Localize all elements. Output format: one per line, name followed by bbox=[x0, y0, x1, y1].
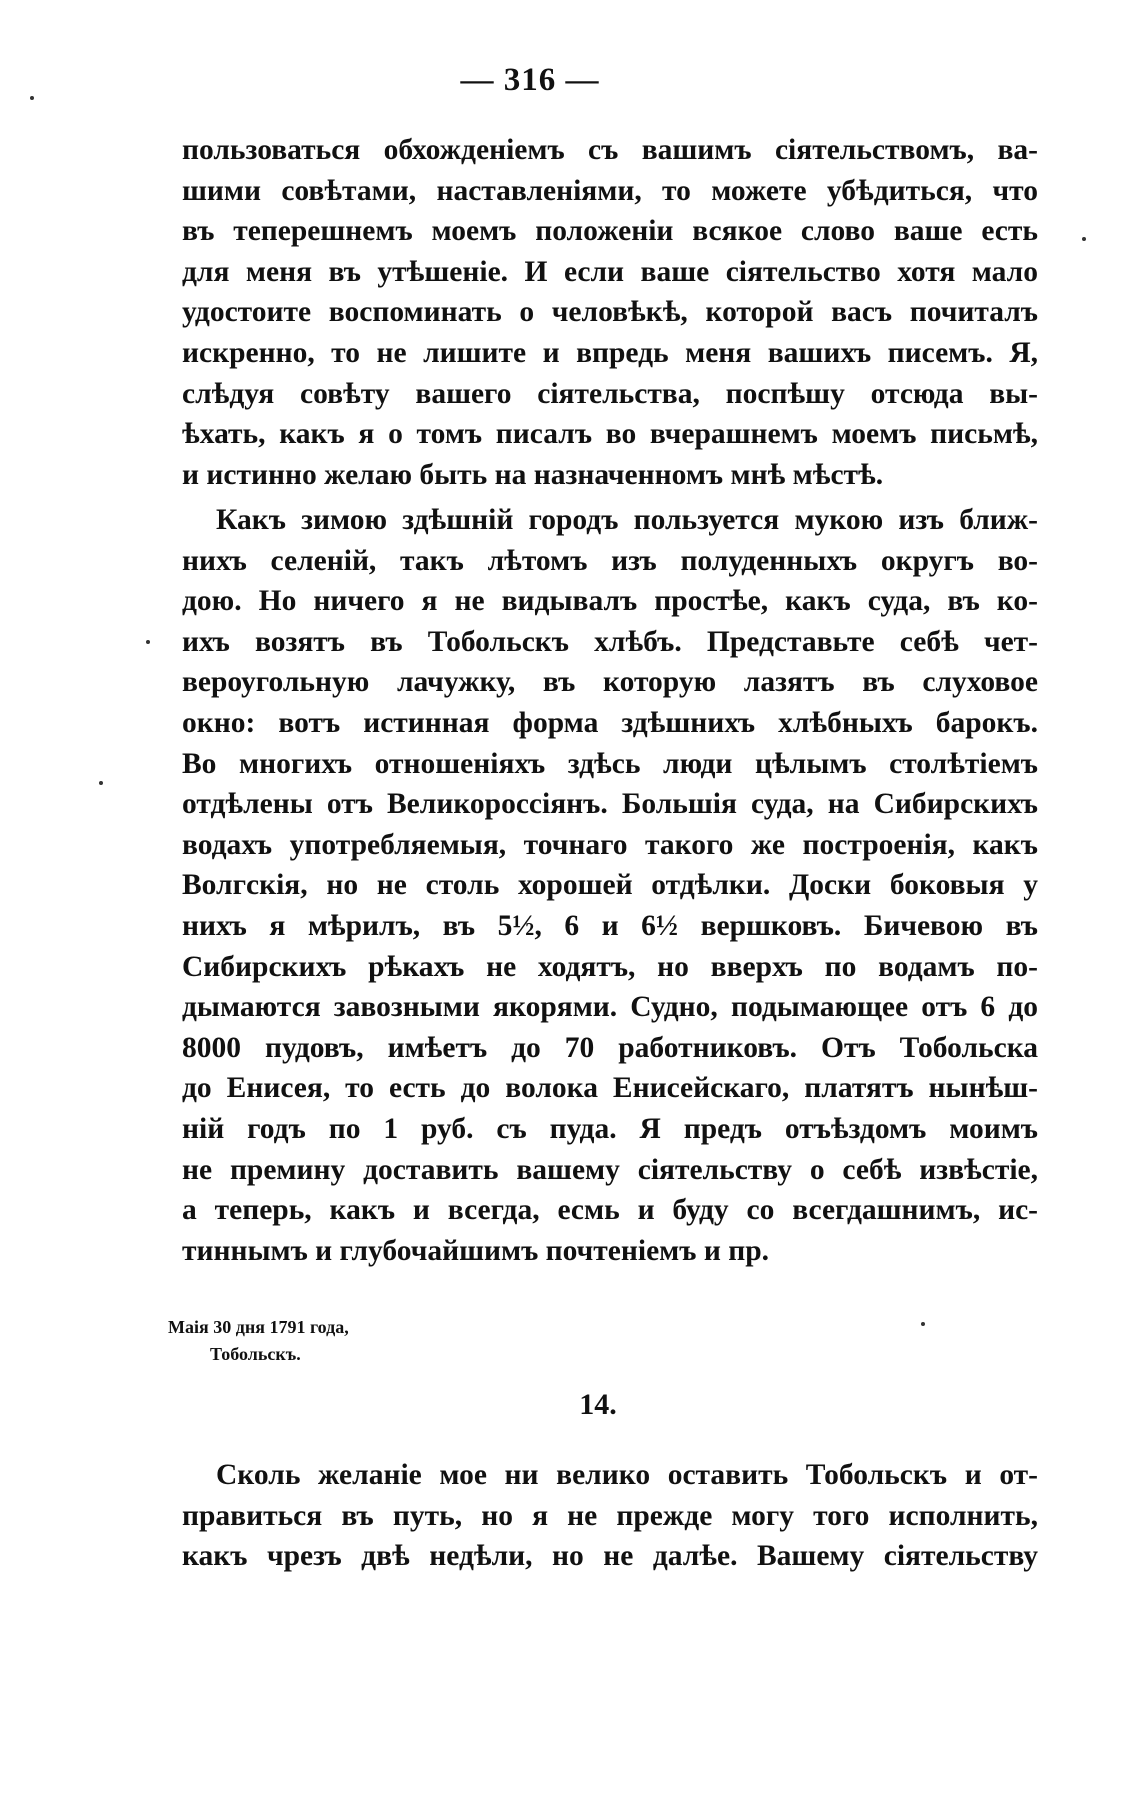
text-line: дымаются завозными якорями. Судно, подымающее отъ 6 до bbox=[182, 991, 1038, 1024]
text-line: а теперь, какъ и всегда, есмь и буду со всегдашнимъ, ис- bbox=[182, 1194, 1038, 1227]
text-line: водахъ употребляемыя, точнаго такого же построенія, какъ bbox=[182, 828, 1038, 861]
text-line: дою. Но ничего я не видывалъ простѣе, какъ суда, въ ко- bbox=[182, 585, 1038, 618]
signoff-place: Тобольскъ. bbox=[210, 1344, 301, 1364]
text-line: Сибирскихъ рѣкахъ не ходятъ, но вверхъ по водамъ по- bbox=[182, 950, 1038, 983]
text-line: ѣхать, какъ я о томъ писалъ во вчерашнемъ моемъ письмѣ, bbox=[182, 418, 1038, 451]
text-line: Волгскія, но не столь хорошей отдѣлки. Доски боковыя у bbox=[182, 869, 1038, 902]
text-line: не премину доставить вашему сіятельству о себѣ извѣстіе, bbox=[182, 1153, 1038, 1186]
text-line: для меня въ утѣшеніе. И если ваше сіятельство хотя мало bbox=[182, 255, 1038, 288]
text-line: слѣдуя совѣту вашего сіятельства, поспѣшу отсюда вы- bbox=[182, 377, 1038, 410]
text-line: ній годъ по 1 руб. съ пуда. Я предъ отъѣздомъ моимъ bbox=[182, 1112, 1038, 1145]
scan-speck bbox=[1082, 237, 1086, 241]
page-number: — 316 — bbox=[460, 62, 600, 98]
text-line: ихъ возятъ въ Тобольскъ хлѣбъ. Представьте себѣ чет- bbox=[182, 625, 1038, 658]
text-line: какъ чрезъ двѣ недѣли, но не далѣе. Вашему сіятельству bbox=[182, 1540, 1038, 1573]
paragraph-next-letter bbox=[182, 1455, 1038, 1577]
text-line: 8000 пудовъ, имѣетъ до 70 работниковъ. Отъ Тобольска bbox=[182, 1031, 1038, 1064]
text-line: тиннымъ и глубочайшимъ почтеніемъ и пр. bbox=[182, 1234, 769, 1267]
text-line: Во многихъ отношеніяхъ здѣсь люди цѣлымъ столѣтіемъ bbox=[182, 747, 1038, 780]
scan-speck bbox=[921, 1322, 925, 1326]
text-line: нихъ селеній, такъ лѣтомъ изъ полуденныхъ округъ во- bbox=[182, 544, 1038, 577]
text-line: до Енисея, то есть до волока Енисейскаго, платятъ нынѣш- bbox=[182, 1072, 1038, 1105]
letter-signoff bbox=[168, 1314, 349, 1368]
scan-speck bbox=[146, 640, 150, 644]
text-line: отдѣлены отъ Великороссіянъ. Большія суда, на Сибирскихъ bbox=[182, 788, 1038, 821]
text-line: и истинно желаю быть на назначенномъ мнѣ мѣстѣ. bbox=[182, 458, 884, 491]
text-line: правиться въ путь, но я не прежде могу того исполнить, bbox=[182, 1499, 1038, 1532]
text-line: искренно, то не лишите и впредь меня вашихъ писемъ. Я, bbox=[182, 336, 1038, 369]
scan-speck bbox=[99, 781, 103, 785]
text-line: шими совѣтами, наставленіями, то можете убѣдиться, что bbox=[182, 174, 1038, 207]
text-line: вероугольную лачужку, въ которую лазятъ въ слуховое bbox=[182, 666, 1038, 699]
text-line: Какъ зимою здѣшній городъ пользуется мукою изъ ближ- bbox=[216, 504, 1038, 536]
text-line: удостоите воспоминать о человѣкѣ, которой васъ почиталъ bbox=[182, 296, 1038, 329]
letter-number: 14. bbox=[579, 1388, 617, 1421]
paragraph-continued bbox=[182, 130, 1038, 495]
text-line: нихъ я мѣрилъ, въ 5½, 6 и 6½ вершковъ. Бичевою въ bbox=[182, 909, 1038, 942]
text-line: въ теперешнемъ моемъ положеніи всякое слово ваше есть bbox=[182, 215, 1038, 248]
text-line: окно: вотъ истинная форма здѣшнихъ хлѣбныхъ барокъ. bbox=[182, 706, 1038, 739]
text-line: пользоваться обхожденіемъ съ вашимъ сіятельствомъ, ва- bbox=[182, 134, 1038, 166]
scan-speck bbox=[30, 96, 34, 100]
signoff-date: Маія 30 дня 1791 года, bbox=[168, 1317, 349, 1337]
paragraph-barges bbox=[182, 500, 1038, 1271]
text-line: Сколь желаніе мое ни велико оставить Тобольскъ и от- bbox=[216, 1459, 1038, 1491]
